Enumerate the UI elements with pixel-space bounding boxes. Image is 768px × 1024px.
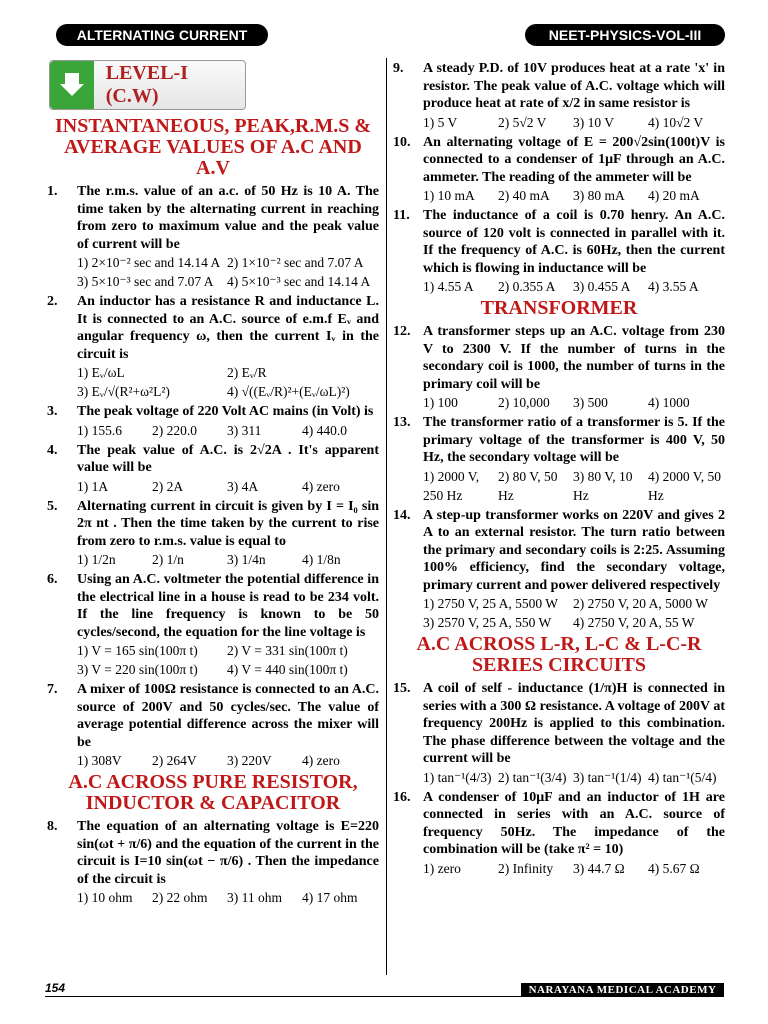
question — [47, 571, 379, 641]
question-text: A condenser of 10μF and an inductor of 1H are connected in series with an A.C. source of frequency 50Hz. The impedance of the combination will be (take π² = 10) — [423, 789, 725, 857]
option: 1) zero — [423, 860, 461, 876]
option: 3) 5×10⁻³ sec and 7.07 A — [77, 274, 214, 289]
option: 2) 220.0 — [152, 422, 197, 438]
question-list — [47, 183, 379, 770]
question — [393, 134, 725, 187]
question — [393, 680, 725, 768]
option: 2) 1/n — [152, 552, 184, 567]
section-heading-instantaneous: INSTANTANEOUS, PEAK,R.M.S & AVERAGE VALUES OF A.C AND A.V — [55, 115, 371, 179]
question-text: The equation of an alternating voltage is E=220 sin(ωt + π/6) and the equation of the current in the circuit is I=10 sin(ωt − π/6) . Then the impedance of the circuit is — [77, 819, 379, 887]
options — [77, 477, 379, 496]
option: 2) 0.355 A — [498, 279, 556, 294]
option: 4) zero — [302, 478, 340, 494]
option: 3) tan⁻¹(1/4) — [573, 769, 642, 785]
option: 3) 311 — [227, 422, 262, 438]
question — [393, 207, 725, 277]
question-number: 9. — [393, 61, 404, 76]
option: 1) 2000 V, 250 Hz — [423, 468, 480, 503]
option: 4) V = 440 sin(100π t) — [227, 662, 348, 677]
option: 1) 5 V — [423, 114, 458, 130]
question-list — [393, 60, 725, 296]
download-arrow-icon — [50, 61, 94, 109]
question — [47, 681, 379, 751]
option: 3) 0.455 A — [573, 279, 631, 294]
question-number: 11. — [393, 208, 410, 223]
options — [77, 550, 379, 569]
section-heading-pure-circuits: A.C ACROSS PURE RESISTOR, INDUCTOR & CAPACITOR — [68, 771, 358, 814]
question-list — [47, 818, 379, 907]
question-number: 8. — [47, 819, 58, 834]
option: 1) V = 165 sin(100π t) — [77, 643, 198, 658]
option: 2) 2A — [152, 478, 184, 494]
question — [393, 507, 725, 595]
question-text: The transformer ratio of a transformer is 5. If the primary voltage of the transformer is 400 V, 50 Hz, the secondary voltage will be — [423, 415, 725, 465]
option: 1) tan⁻¹(4/3) — [423, 769, 492, 785]
options — [423, 594, 725, 632]
publisher-brand: NARAYANA MEDICAL ACADEMY — [521, 983, 724, 997]
question-number: 3. — [47, 404, 58, 419]
question-number: 6. — [47, 572, 58, 587]
option: 4) 5×10⁻³ sec and 14.14 A — [227, 274, 371, 289]
option: 3) 220V — [227, 753, 272, 768]
right-column — [393, 58, 725, 878]
options — [423, 467, 725, 505]
question — [393, 789, 725, 859]
option: 4) 1000 — [648, 395, 690, 410]
section-heading-transformer: TRANSFORMER — [480, 297, 638, 319]
question-number: 12. — [393, 324, 411, 339]
options — [423, 859, 725, 878]
option: 3) 4A — [227, 478, 259, 494]
option: 1) 155.6 — [77, 422, 122, 438]
question — [393, 60, 725, 113]
options — [423, 186, 725, 205]
option: 1) 2×10⁻² sec and 14.14 A — [77, 255, 221, 270]
options — [423, 393, 725, 412]
option: 1) Eᵥ/ωL — [77, 365, 125, 380]
option: 3) 11 ohm — [227, 890, 282, 905]
option: 2) 10,000 — [498, 395, 550, 410]
question-text: An alternating voltage of E = 200√2sin(100t)V is connected to a condenser of 1μF through an A.C. ammeter. The reading of the ammeter will be — [423, 134, 725, 185]
question-text: The peak value of A.C. is 2√2A . It's apparent value will be — [77, 442, 379, 475]
question — [47, 442, 379, 477]
option: 3) 10 V — [573, 114, 615, 130]
options — [423, 768, 725, 787]
question — [393, 323, 725, 393]
option: 2) 80 V, 50 Hz — [498, 468, 558, 503]
option: 4) 2000 V, 50 Hz — [648, 468, 722, 503]
option: 1) 308V — [77, 753, 122, 768]
option: 1) 100 — [423, 395, 458, 410]
option: 2) V = 331 sin(100π t) — [227, 643, 348, 658]
question-text: A transformer steps up an A.C. voltage from 230 V to 2300 V. If the number of turns in the secondary coil is 1000, the number of turns in the primary coil will be — [423, 324, 725, 392]
page-number: 154 — [45, 981, 66, 995]
question — [47, 818, 379, 888]
option: 2) 2750 V, 20 A, 5000 W — [573, 596, 709, 611]
question — [47, 403, 379, 421]
question — [47, 498, 379, 551]
option: 4) √((Eᵥ/R)²+(Eᵥ/ωL)²) — [227, 384, 350, 399]
question-number: 15. — [393, 681, 411, 696]
options — [423, 113, 725, 132]
options — [77, 363, 379, 401]
option: 4) 440.0 — [302, 422, 347, 438]
options — [77, 253, 379, 291]
question-number: 14. — [393, 507, 411, 523]
volume-title: NEET-PHYSICS-VOL-III — [525, 24, 725, 46]
option: 3) 2570 V, 25 A, 550 W — [423, 615, 552, 630]
question-number: 1. — [47, 184, 58, 199]
column-divider — [386, 58, 387, 975]
question-text: A coil of self - inductance (1/π)H is connected in series with a 300 Ω resistance. A voltage of 200V at frequency 200Hz is applied to this combination. The phase difference between the voltage and the current will be — [423, 681, 725, 766]
option: 4) 5.67 Ω — [648, 860, 700, 876]
options — [77, 641, 379, 679]
option: 2) Eᵥ/R — [227, 365, 267, 380]
option: 4) tan⁻¹(5/4) — [648, 769, 717, 785]
options — [77, 751, 379, 770]
level-badge — [49, 60, 246, 110]
option: 4) 17 ohm — [302, 890, 358, 905]
chapter-title: ALTERNATING CURRENT — [56, 24, 268, 46]
option: 4) 20 mA — [648, 188, 700, 203]
question-text: Using an A.C. voltmeter the potential difference in the electrical line in a house is read to be 234 volt. If the line frequency is known to be 50 cycles/second, the equation for the line voltage is — [77, 572, 379, 640]
question-text: Alternating current in circuit is given by I = I₀ sin 2π nt . Then the time taken by the current to rise from zero to r.m.s. value is equal to — [77, 498, 379, 549]
question-list — [393, 323, 725, 632]
options — [77, 421, 379, 440]
question-number: 13. — [393, 415, 411, 430]
question — [393, 414, 725, 467]
question-text: An inductor has a resistance R and inductance L. It is connected to an A.C. source of e.m.f Eᵥ and angular frequency ω, then the current Iᵥ in the circuit is — [77, 294, 379, 362]
level-label: LEVEL-I (C.W) — [105, 62, 188, 107]
option: 2) 40 mA — [498, 188, 550, 203]
option: 3) 500 — [573, 395, 608, 410]
question-number: 5. — [47, 498, 58, 514]
option: 1) 1A — [77, 478, 109, 494]
question-text: The r.m.s. value of an a.c. of 50 Hz is 10 A. The time taken by the alternating current in reaching from zero to maximum value and the peak value of current will be — [77, 184, 379, 252]
option: 3) Eᵥ/√(R²+ω²L²) — [77, 384, 170, 399]
option: 1) 10 mA — [423, 188, 475, 203]
option: 3) 80 mA — [573, 188, 625, 203]
option: 1) 1/2n — [77, 552, 116, 567]
section-heading-series-circuits: A.C ACROSS L-R, L-C & L-C-R SERIES CIRCUITS — [416, 633, 702, 676]
question-number: 7. — [47, 682, 58, 697]
option: 1) 4.55 A — [423, 279, 474, 294]
option: 4) 2750 V, 20 A, 55 W — [573, 615, 695, 630]
question-number: 10. — [393, 134, 411, 150]
question-text: A mixer of 100Ω resistance is connected to an A.C. source of 200V and 50 cycles/sec. The value of average potential difference across the mixer will be — [77, 682, 379, 750]
question-number: 2. — [47, 294, 58, 309]
question-number: 16. — [393, 789, 411, 805]
option: 4) zero — [302, 753, 340, 768]
option: 1) 10 ohm — [77, 890, 133, 905]
options — [77, 888, 379, 907]
question — [47, 183, 379, 253]
question-number: 4. — [47, 442, 58, 458]
option: 3) 1/4n — [227, 552, 266, 567]
option: 2) 22 ohm — [152, 890, 208, 905]
option: 1) 2750 V, 25 A, 5500 W — [423, 596, 559, 611]
options — [423, 277, 725, 296]
option: 4) 10√2 V — [648, 114, 704, 130]
option: 4) 3.55 A — [648, 279, 699, 294]
option: 2) 1×10⁻² sec and 7.07 A — [227, 255, 364, 270]
option: 2) Infinity — [498, 860, 554, 876]
left-column — [47, 58, 379, 907]
question — [47, 293, 379, 363]
question-text: The inductance of a coil is 0.70 henry. An A.C. source of 120 volt is connected in parallel with it. If the frequency of A.C. is 60Hz, then the current which is flowing in inductance will be — [423, 208, 725, 276]
option: 3) V = 220 sin(100π t) — [77, 662, 198, 677]
question-list — [393, 680, 725, 878]
question-text: A steady P.D. of 10V produces heat at a rate 'x' in resistor. The peak value of A.C. voltage which will produce heat at rate of x/2 in same resistor is — [423, 61, 725, 111]
option: 3) 44.7 Ω — [573, 860, 625, 876]
option: 4) 1/8n — [302, 552, 341, 567]
option: 3) 80 V, 10 Hz — [573, 468, 633, 503]
option: 2) 264V — [152, 753, 197, 768]
question-text: A step-up transformer works on 220V and gives 2 A to an external resistor. The turn ratio between the primary and secondary coils is 2:25. Assuming 100% efficiency, find the secondary voltage, primary current and power delivered respectively — [423, 507, 725, 593]
option: 2) tan⁻¹(3/4) — [498, 769, 567, 785]
question-text: The peak voltage of 220 Volt AC mains (in Volt) is — [77, 404, 374, 419]
option: 2) 5√2 V — [498, 114, 547, 130]
